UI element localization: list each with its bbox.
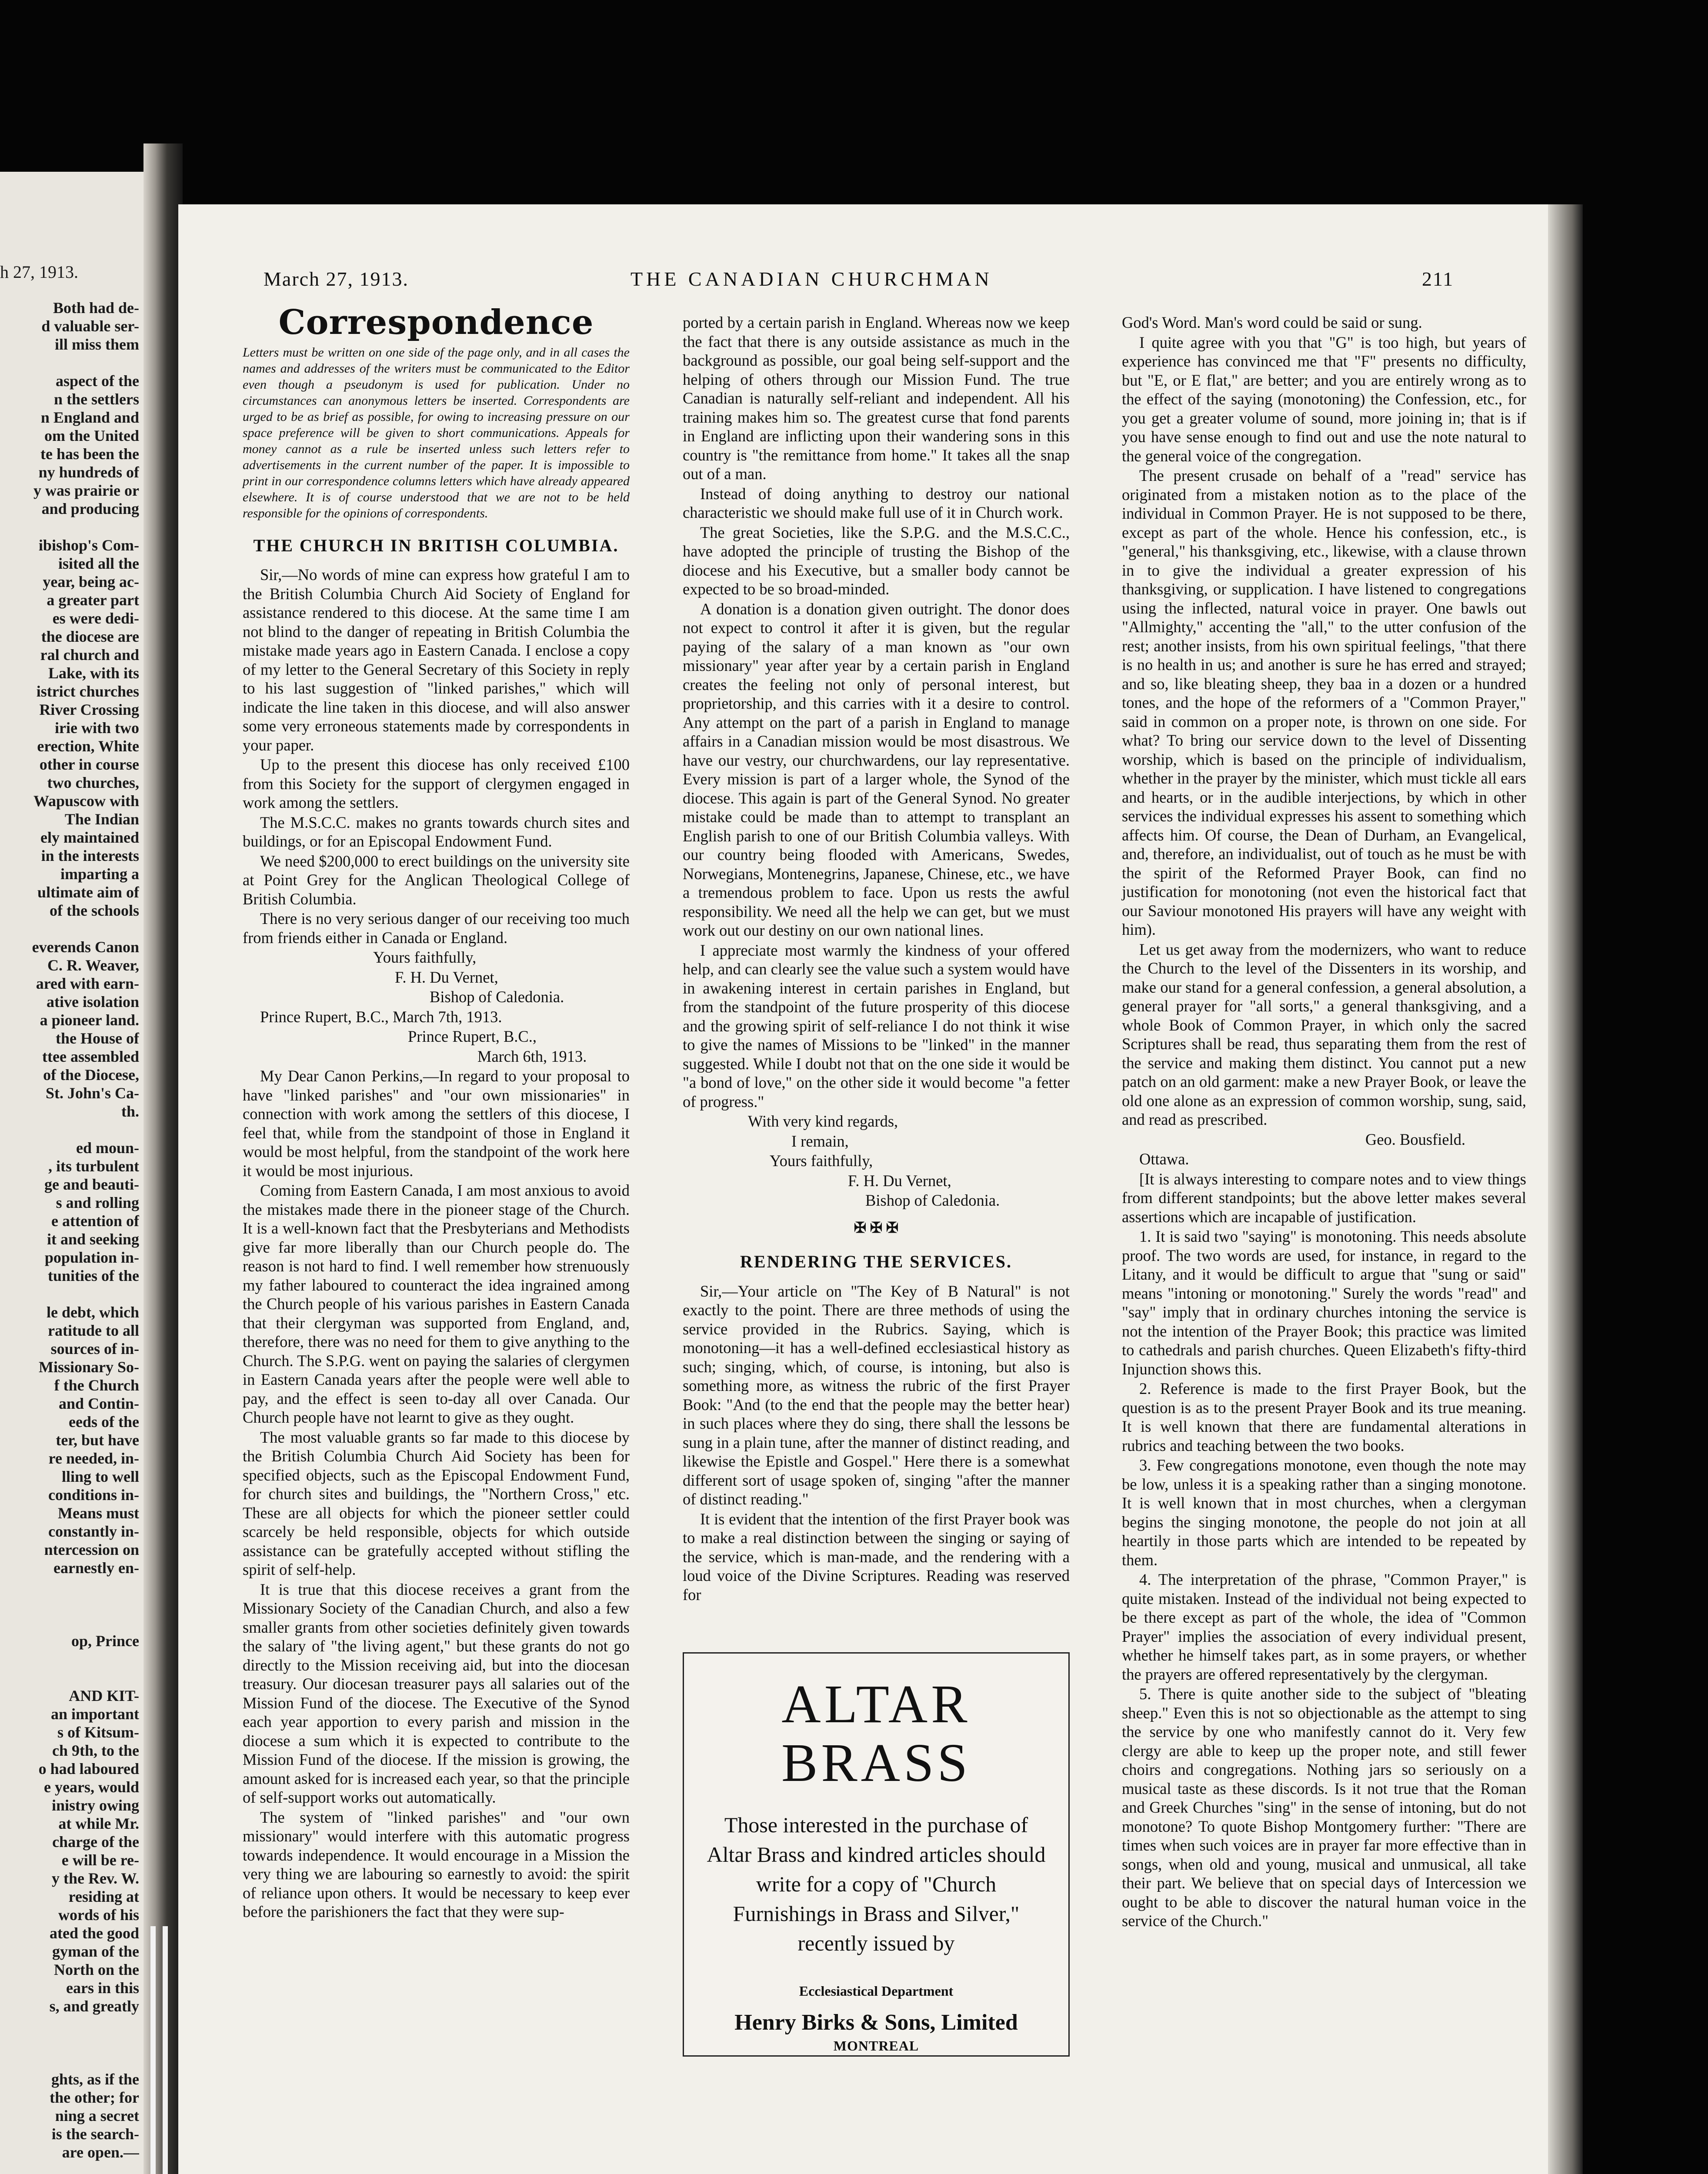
adjacent-page-line bbox=[0, 920, 139, 938]
adjacent-page-line: inistry owing bbox=[51, 1797, 139, 1814]
header-date: March 27, 1913. bbox=[264, 268, 409, 290]
adjacent-page-line: ch 9th, to the bbox=[52, 1742, 139, 1759]
page-edge bbox=[1548, 204, 1583, 2174]
adjacent-page-line: and producing bbox=[41, 500, 139, 517]
adjacent-page-line: ears in this bbox=[66, 1979, 139, 1997]
adjacent-page-line: two churches, bbox=[47, 774, 139, 791]
adjacent-page-line: Lake, with its bbox=[48, 664, 139, 682]
adjacent-page-line: everends Canon bbox=[32, 938, 139, 956]
adjacent-page-line: charge of the bbox=[52, 1833, 139, 1851]
paragraph: Instead of doing anything to destroy our national characteristic we should make full use of it in Church work. bbox=[683, 484, 1070, 521]
adjacent-page-line bbox=[0, 1285, 139, 1303]
adjacent-page-line bbox=[0, 1650, 139, 1668]
paragraph: We need $200,000 to erect buildings on the university site at Point Grey for the Anglican Theological College of British Columbia. bbox=[243, 852, 630, 908]
adjacent-page-line: ny hundreds of bbox=[38, 463, 139, 481]
adjacent-page-line: ratitude to all bbox=[48, 1322, 139, 1339]
editor-note: Letters must be written on one side of the page only, and in all cases the names and addresses of the writers must be communicated to the Editor even though a pseudonym is used for publication. Under no circumstances can anonymous letters be inserted. Correspondents are urged to be as brief as possible, for owing to increasing pressure on our space preference will be given to short communications. Appeals for money cannot as a rule be inserted unless such letters refer to advertisements in the current number of the paper. It is impossible to print in our correspondence columns letters which have already appeared elsewhere. It is of course understood that we are not to be held responsible for the opinions of correspondents. bbox=[243, 345, 630, 520]
adjacent-page-line: Both had de- bbox=[53, 299, 139, 317]
signer: F. H. Du Vernet, bbox=[848, 1171, 951, 1190]
paragraph: Sir,—Your article on "The Key of B Natural" is not exactly to the point. There are three methods of using the service provided in the Rubrics. Saying, which is monotoning—it has a well-defined ecclesiastical history as such; singing, which, of course, is intoning, but also is something more, as witness the rubric of the first Prayer Book: "And (to the end that the people may the better hear) in such places where they do sing, there shall the lessons be sung in a plain tune, after the manner of distinct reading, and likewise the Epistle and Gospel." Here there is a somewhat different sort of usage spoken of, singing "after the manner of distinct reading." bbox=[683, 1282, 1070, 1508]
adjacent-page-line: AND KIT- bbox=[69, 1687, 139, 1704]
adjacent-page-line: ely maintained bbox=[40, 829, 139, 846]
paragraph: I quite agree with you that "G" is too high, but years of experience has convinced me that "F" presents no difficulty, but "E, or E flat," are better; and you are entirely wrong as to the effect of the saying (monotoning) the Confession, etc., for you get a greater volume of sound, more joining in; that is if you have sense enough to find out and use the note natural to the general voice of the congregation. bbox=[1122, 333, 1526, 465]
adjacent-page-line: ared with earn- bbox=[36, 975, 139, 992]
adjacent-page-line: The Indian bbox=[64, 810, 139, 828]
paragraph: God's Word. Man's word could be said or sung. bbox=[1122, 313, 1422, 331]
adjacent-page-line: ge and beauti- bbox=[44, 1176, 139, 1193]
closing: Yours faithfully, bbox=[373, 948, 477, 966]
adjacent-page-line: , its turbulent bbox=[48, 1157, 139, 1175]
adjacent-page-line: y was prairie or bbox=[33, 482, 139, 499]
adjacent-page-line: and Contin- bbox=[58, 1395, 139, 1412]
header-title: THE CANADIAN CHURCHMAN bbox=[630, 268, 993, 290]
adjacent-page-line: es were dedi- bbox=[52, 610, 139, 627]
adjacent-page-line: conditions in- bbox=[48, 1486, 139, 1504]
adjacent-page-line: ibishop's Com- bbox=[38, 537, 139, 554]
adjacent-page-line: imparting a bbox=[60, 865, 139, 883]
adjacent-page-line: River Crossing bbox=[39, 701, 139, 718]
adjacent-page-line: ghts, as if the bbox=[51, 2071, 139, 2088]
adjacent-page-line: e years, would bbox=[44, 1778, 139, 1796]
adjacent-page-line: le debt, which bbox=[46, 1304, 139, 1321]
adjacent-page-line: d valuable ser- bbox=[41, 317, 139, 335]
adjacent-page-line: an important bbox=[50, 1705, 139, 1723]
adjacent-page-line: Missionary So- bbox=[38, 1358, 139, 1376]
paragraph: The great Societies, like the S.P.G. and the M.S.C.C., have adopted the principle of trusting the Bishop of the diocese and his Executive, but a smaller body cannot be expected to be so broad-minded. bbox=[683, 523, 1070, 598]
adjacent-page-line: residing at bbox=[68, 1888, 139, 1905]
paragraph: [It is always interesting to compare notes and to view things from different standpoints; but the above letter makes several assertions which are incapable of justification. bbox=[1122, 1170, 1526, 1226]
page-number: 211 bbox=[1422, 268, 1454, 290]
ad-body: Those interested in the purchase of Altar Brass and kindred articles should write for a copy of "Church Furnishings in Brass and Silver," recently issued by bbox=[707, 1813, 1046, 1955]
closing: With very kind regards, bbox=[748, 1112, 898, 1130]
adjacent-page-line: ter, but have bbox=[56, 1431, 139, 1449]
correspondence-heading: Correspondence bbox=[278, 303, 594, 342]
adjacent-page-line: e attention of bbox=[51, 1212, 139, 1230]
adjacent-page-line: C. R. Weaver, bbox=[47, 957, 139, 974]
adjacent-page-line: sources of in- bbox=[50, 1340, 139, 1357]
paragraph: 4. The interpretation of the phrase, "Common Prayer," is quite mistaken. Instead of the individual not being expected to be there except as part of the whole, the idea of "Common Prayer" implies the association of every individual present, whether he himself takes part, as in some prayers, or whether the prayers are offered representatively by the clergyman. bbox=[1122, 1570, 1526, 1683]
spine-stripe bbox=[163, 1926, 168, 2174]
adjacent-page-line: om the United bbox=[44, 427, 139, 444]
adjacent-page-line bbox=[0, 2052, 139, 2070]
section-title-british-columbia: THE CHURCH IN BRITISH COLUMBIA. bbox=[253, 535, 619, 555]
adjacent-page-line: e will be re- bbox=[61, 1851, 139, 1869]
adjacent-page-line: a pioneer land. bbox=[40, 1011, 139, 1029]
ad-title-line-1: ALTAR bbox=[781, 1674, 971, 1734]
adjacent-page-text bbox=[0, 263, 139, 2161]
adjacent-page-line bbox=[0, 2034, 139, 2052]
adjacent-page-line: aspect of the bbox=[56, 372, 139, 390]
newspaper-page bbox=[178, 204, 1561, 2174]
column-3 bbox=[1122, 313, 1526, 1931]
adjacent-page-line: words of his bbox=[58, 1906, 139, 1924]
adjacent-page-line bbox=[0, 518, 139, 536]
closing: Yours faithfully, bbox=[770, 1152, 873, 1170]
adjacent-page-line: the diocese are bbox=[41, 628, 139, 645]
ad-department: Ecclesiastical Department bbox=[799, 1983, 954, 1999]
adjacent-page-line: ttee assembled bbox=[42, 1048, 139, 1065]
adjacent-page-line: o had laboured bbox=[38, 1760, 139, 1777]
paragraph: Up to the present this diocese has only received £100 from this Society for the support of clergymen engaged in work among the settlers. bbox=[243, 756, 630, 811]
adjacent-page-line: ral church and bbox=[40, 646, 139, 664]
section-title-rendering-services: RENDERING THE SERVICES. bbox=[740, 1252, 1012, 1271]
signer-title: Bishop of Caledonia. bbox=[865, 1191, 1000, 1209]
paragraph: The system of "linked parishes" and "our own missionary" would interfere with this automatic progress towards independence. It would encourage in a Mission the very thing we are labouring so earnestly to avoid: the spirit of reliance upon others. It would be necessary to keep ever before the parishioners the fact that they were sup- bbox=[243, 1808, 630, 1921]
adjacent-page-line: erection, White bbox=[37, 737, 139, 755]
paragraph: It is evident that the intention of the first Prayer book was to make a real distinction between the singing or saying of the service, which is man-made, and the rendering with a loud voice of the Divine Scriptures. Reading was reserved for bbox=[683, 1510, 1070, 1604]
paragraph: There is no very serious danger of our receiving too much from friends either in Canada or England. bbox=[243, 910, 630, 947]
paragraph: I appreciate most warmly the kindness of your offered help, and can clearly see the value such a system would have in awakening interest in certain parishes in England, but from the standpoint of the future prosperity of this diocese and the growing spirit of self-reliance I do not think it wise to give the names of Missions to be "linked" in the manner suggested. While I doubt not that on the one side it would be "a bond of love," on the other side it would become "a fetter of progress." bbox=[683, 941, 1070, 1110]
adjacent-page-line: lling to well bbox=[62, 1468, 139, 1485]
paragraph: 3. Few congregations monotone, even though the note may be low, unless it is a speaking rather than a singing monotone. It is well known that in most churches, when a clergyman begins the singing monotone, the people do not join at all heartily in those parts which are intended to be repeated by them. bbox=[1122, 1456, 1526, 1569]
place: Prince Rupert, B.C., bbox=[408, 1027, 537, 1045]
adjacent-page-line: other in course bbox=[39, 756, 139, 773]
adjacent-page-line: ated the good bbox=[50, 1924, 139, 1942]
closing: I remain, bbox=[791, 1132, 849, 1150]
signer-title: Bishop of Caledonia. bbox=[430, 988, 564, 1006]
paragraph: Let us get away from the modernizers, who want to reduce the Church to the level of the Dissenters in its worship, and make our stand for a general confession, a general absolution, a general prayer for "all sorts," a general thanksgiving, and a whole Book of Common Prayer, in which only the sacred Scriptures shall be read, thus separating them from the rest of the service and making them distinct. You cannot put a new patch on an old garment: make a new Prayer Book, or leave the old one alone as an expression of common worship, sung, said, and read as prescribed. bbox=[1122, 940, 1526, 1128]
adjacent-page-line: n the settlers bbox=[54, 390, 139, 408]
adjacent-page-line: ntercession on bbox=[44, 1541, 139, 1558]
ad-company: Henry Birks & Sons, Limited bbox=[734, 2010, 1018, 2035]
adjacent-page-line bbox=[0, 1120, 139, 1139]
adjacent-page-line: is the search- bbox=[51, 2125, 139, 2143]
adjacent-page bbox=[0, 172, 143, 2174]
paragraph: The present crusade on behalf of a "read" service has originated from a mistaken notion as to the place of the individual in Common Prayer. He is not supposed to be there, except as part of the whole. Hence his confession, etc., is "general," his thanksgiving, etc., likewise, with a clause thrown in to give the individual a greater expression of his thanksgiving, or supplication. I have listened to congregations using the inflected, natural voice in prayer. One bawls out "Allmighty," accenting the "all," to the utter confusion of the rest; another insists, from his own spiritual feelings, "that there is no health in us; and another is sure he has erred and strayed; and so, like bleating sheep, they baa in a dozen or a hundred tones, and the hope of the reformers of a "Common Prayer," said in common on a proper note, is thrown on one side. For what? To bring our service down to the level of Dissenting worship, which is based on the principle of individualism, whether in the prayer by the minister, which must tickle all ears and hearts, or in the audible interjections, by which in other services the individual expresses his assent to something which affects him. Of course, the Dean of Durham, an Evangelical, and, therefore, an individualist, out of touch as he must be with the spirit of the Reformed Prayer Book, can find no justification for monotoning (not even the historical fact that our Saviour monotoned His prayers will have any weight with him). bbox=[1122, 467, 1526, 938]
paragraph: 5. There is quite another side to the subject of "bleating sheep." Even this is not so objectionable as the attempt to sing the service by one who manifestly cannot do it. Very few clergy are able to keep up the proper note, and still fewer choirs and congregations. Nothing jars so seriously on a musical taste as these discords. Is it not true that the Roman and Greek Churches "sing" in the sense of intoning, but do not monotone? To quote Bishop Montgomery further: "There are times when such voices are in prayer far more effective than in songs, when old and young, musical and unmusical, all take their part. We believe that on special days of Intercession we ought to be able to discover the natural human voice in the service of the Church." bbox=[1122, 1685, 1526, 1930]
signer: F. H. Du Vernet, bbox=[395, 968, 498, 986]
adjacent-page-line: in the interests bbox=[41, 847, 139, 864]
adjacent-page-line bbox=[0, 1614, 139, 1632]
adjacent-page-line: at while Mr. bbox=[58, 1815, 139, 1832]
ad-title-line-2: BRASS bbox=[781, 1733, 971, 1793]
adjacent-page-line: s of Kitsum- bbox=[57, 1724, 139, 1741]
adjacent-page-line: population in- bbox=[44, 1249, 139, 1266]
paragraph: The M.S.C.C. makes no grants towards church sites and buildings, or for an Episcopal Endowment Fund. bbox=[243, 813, 630, 850]
adjacent-page-line: a greater part bbox=[47, 591, 139, 609]
adjacent-page-line: tunities of the bbox=[48, 1267, 139, 1284]
paragraph: ported by a certain parish in England. Whereas now we keep the fact that there is any outside assistance as much in the background as possible, our goal being self-support and the helping of others through our Mission Fund. The true Canadian is naturally self-reliant and independent. All his training makes him so. The greatest curse that fond parents in England are inflicting upon their wandering sons in this country is "the remittance from home." It takes all the snap out of a man. bbox=[683, 313, 1070, 483]
date: March 6th, 1913. bbox=[477, 1047, 587, 1065]
paragraph: A donation is a donation given outright. The donor does not expect to control it after it is given, but the regular paying of the salary of a man known as "our own missionary" year after year by a certain parish in England creates the feeling not only of personal interest, but proprietorship, and this carries with it a desire to control. Any attempt on the part of a parish in England to manage affairs in a Canadian mission would be most disastrous. We have our vestry, our churchwardens, our lay representative. Every mission is part of a larger whole, the Synod of the diocese. This again is part of the General Synod. No greater mistake could be made than to attempt to transplant an English parish to one of our British Columbia valleys. With our country being flooded with Americans, Swedes, Norwegians, Montenegrins, Japanese, Chinese, etc., we have a tremendous problem to face. Upon us rests the awful responsibility. We need all the help we can get, but we must work out our destiny on our own national lines. bbox=[683, 600, 1070, 939]
adjacent-page-line: of the Diocese, bbox=[43, 1066, 139, 1084]
adjacent-page-line: St. John's Ca- bbox=[45, 1084, 139, 1102]
paragraph: 1. It is said two "saying" is monotoning. This needs absolute proof. The two words are used, for instance, in regard to the Litany, and it would be difficult to argue that "sung or said" means "intoning or monotoning." Surely the words "read" and "say" imply that in ordinary churches intoning the service is not the intention of the Prayer Book; this practice was limited to cathedrals and parish churches. Queen Elizabeth's fifty-third Injunction shows this. bbox=[1122, 1227, 1526, 1378]
adjacent-page-line: gyman of the bbox=[52, 1943, 139, 1960]
adjacent-page-line: constantly in- bbox=[48, 1523, 139, 1540]
adjacent-page-line: the House of bbox=[56, 1030, 139, 1047]
adjacent-page-line: ning a secret bbox=[55, 2107, 139, 2124]
adjacent-page-line: istrict churches bbox=[36, 683, 139, 700]
adjacent-page-line: ultimate aim of bbox=[37, 884, 139, 901]
paragraph: The most valuable grants so far made to this diocese by the British Columbia Church Aid Society has been for specified objects, such as the Episcopal Endowment Fund, for church sites and buildings, the "Northern Cross," etc. These are all objects for which the pioneer settler could scarcely be held responsible, objects for which outside assistance can be gratefully accepted without stifling the spirit of self-help. bbox=[243, 1428, 630, 1578]
adjacent-page-line: op, Prince bbox=[71, 1632, 139, 1650]
ad-city: MONTREAL bbox=[833, 2038, 919, 2054]
place: Ottawa. bbox=[1139, 1150, 1189, 1168]
column-1 bbox=[243, 303, 630, 1922]
adjacent-page-line: ed moun- bbox=[76, 1139, 139, 1157]
adjacent-page-line: isited all the bbox=[58, 555, 139, 572]
adjacent-page-line: ill miss them bbox=[55, 336, 139, 353]
adjacent-page-line: Means must bbox=[58, 1504, 139, 1522]
adjacent-page-line bbox=[0, 1668, 139, 1687]
paragraph: Coming from Eastern Canada, I am most anxious to avoid the mistakes made there in the pioneer stage of the Church. It is a well-known fact that the Presbyterians and Methodists give far more liberally than our Church people do. The reason is not hard to find. I well remember how strenuously my father laboured to counteract the idea ingrained among the Church people of his various parishes in Eastern Canada that their clergyman was supported from England, and, therefore, there was no need for them to give anything to the Church. The S.P.G. went on paying the salaries of clergymen in Eastern Canada years after the people were well able to pay, and the effect is seen to-day all over Canada. Our Church people have not learnt to give as they ought. bbox=[243, 1181, 630, 1426]
adjacent-page-line: f the Church bbox=[54, 1377, 139, 1394]
adjacent-page-line: ative isolation bbox=[47, 993, 139, 1010]
paragraph: My Dear Canon Perkins,—In regard to your proposal to have "linked parishes" and "our own missionaries" in connection with work among the settlers of this diocese, I feel that, while from the standpoint of those in England it would be most helpful, from the standpoint of the work here it would be most injurious. bbox=[243, 1067, 630, 1180]
adjacent-page-line bbox=[0, 353, 139, 372]
adjacent-page-line: irie with two bbox=[55, 719, 139, 737]
adjacent-page-line: are open.— bbox=[62, 2144, 139, 2161]
adjacent-page-line: s, and greatly bbox=[49, 1997, 139, 2015]
adjacent-page-line: n England and bbox=[40, 409, 139, 426]
adjacent-page-line: re needed, in- bbox=[48, 1450, 139, 1467]
adjacent-page-line: y the Rev. W. bbox=[51, 1870, 139, 1887]
adjacent-page-line bbox=[0, 2015, 139, 2034]
book-binding bbox=[143, 143, 183, 2174]
section-ornament: ✠ ✠ ✠ bbox=[854, 1220, 899, 1236]
adjacent-page-line: the other; for bbox=[50, 2089, 139, 2106]
column-2 bbox=[683, 313, 1070, 1605]
paragraph: 2. Reference is made to the first Prayer Book, but the question is as to the present Prayer Book and its true meaning. It is well known that there are fundamental alterations in rubrics and teaching between the two books. bbox=[1122, 1380, 1526, 1454]
adjacent-page-line: th. bbox=[121, 1103, 139, 1120]
adjacent-page-line: of the schools bbox=[50, 902, 139, 919]
paragraph: It is true that this diocese receives a grant from the Missionary Society of the Canadian Church, and also a few smaller grants from other societies definitely given towards the salary of "the living agent," but these grants do not go directly to the Mission receiving aid, but into the diocesan treasury. Our diocesan treasurer pays all salaries out of the Mission Fund of the diocese. The Executive of the Synod each year apportion to every parish and mission in the diocese a sum which it is expected to contribute to the Mission Fund of the diocese. If the mission is growing, the amount asked for is increased each year, so that the principle of self-support works out automatically. bbox=[243, 1580, 630, 1806]
spine-stripe bbox=[150, 1926, 156, 2174]
altar-brass-advertisement bbox=[683, 1652, 1070, 2057]
adjacent-page-line: Wapuscow with bbox=[33, 792, 139, 810]
signer: Geo. Bousfield. bbox=[1365, 1130, 1466, 1148]
adjacent-page-line: it and seeking bbox=[47, 1230, 139, 1248]
adjacent-page-line: North on the bbox=[54, 1961, 139, 1978]
paragraph: Sir,—No words of mine can express how grateful I am to the British Columbia Church Aid Society of England for assistance rendered to this diocese. At the same time I am not blind to the danger of repeating in British Columbia the mistake made years ago in Eastern Canada. I enclose a copy of my letter to the General Secretary of this Society in reply to his last suggestion of "linked parishes," which will indicate the line taken in this diocese, and will also answer some very erroneous statements made by correspondents in your paper. bbox=[243, 566, 630, 754]
adjacent-page-line: year, being ac- bbox=[43, 573, 139, 590]
adjacent-page-line bbox=[0, 1577, 139, 1595]
dateline: Prince Rupert, B.C., March 7th, 1913. bbox=[260, 1007, 502, 1026]
adjacent-page-line bbox=[0, 1595, 139, 1614]
adjacent-page-date: h 27, 1913. bbox=[0, 263, 78, 281]
adjacent-page-line: s and rolling bbox=[56, 1194, 139, 1211]
adjacent-page-line: te has been the bbox=[40, 445, 139, 463]
adjacent-page-line: eeds of the bbox=[69, 1413, 139, 1430]
adjacent-page-line: earnestly en- bbox=[53, 1559, 139, 1577]
